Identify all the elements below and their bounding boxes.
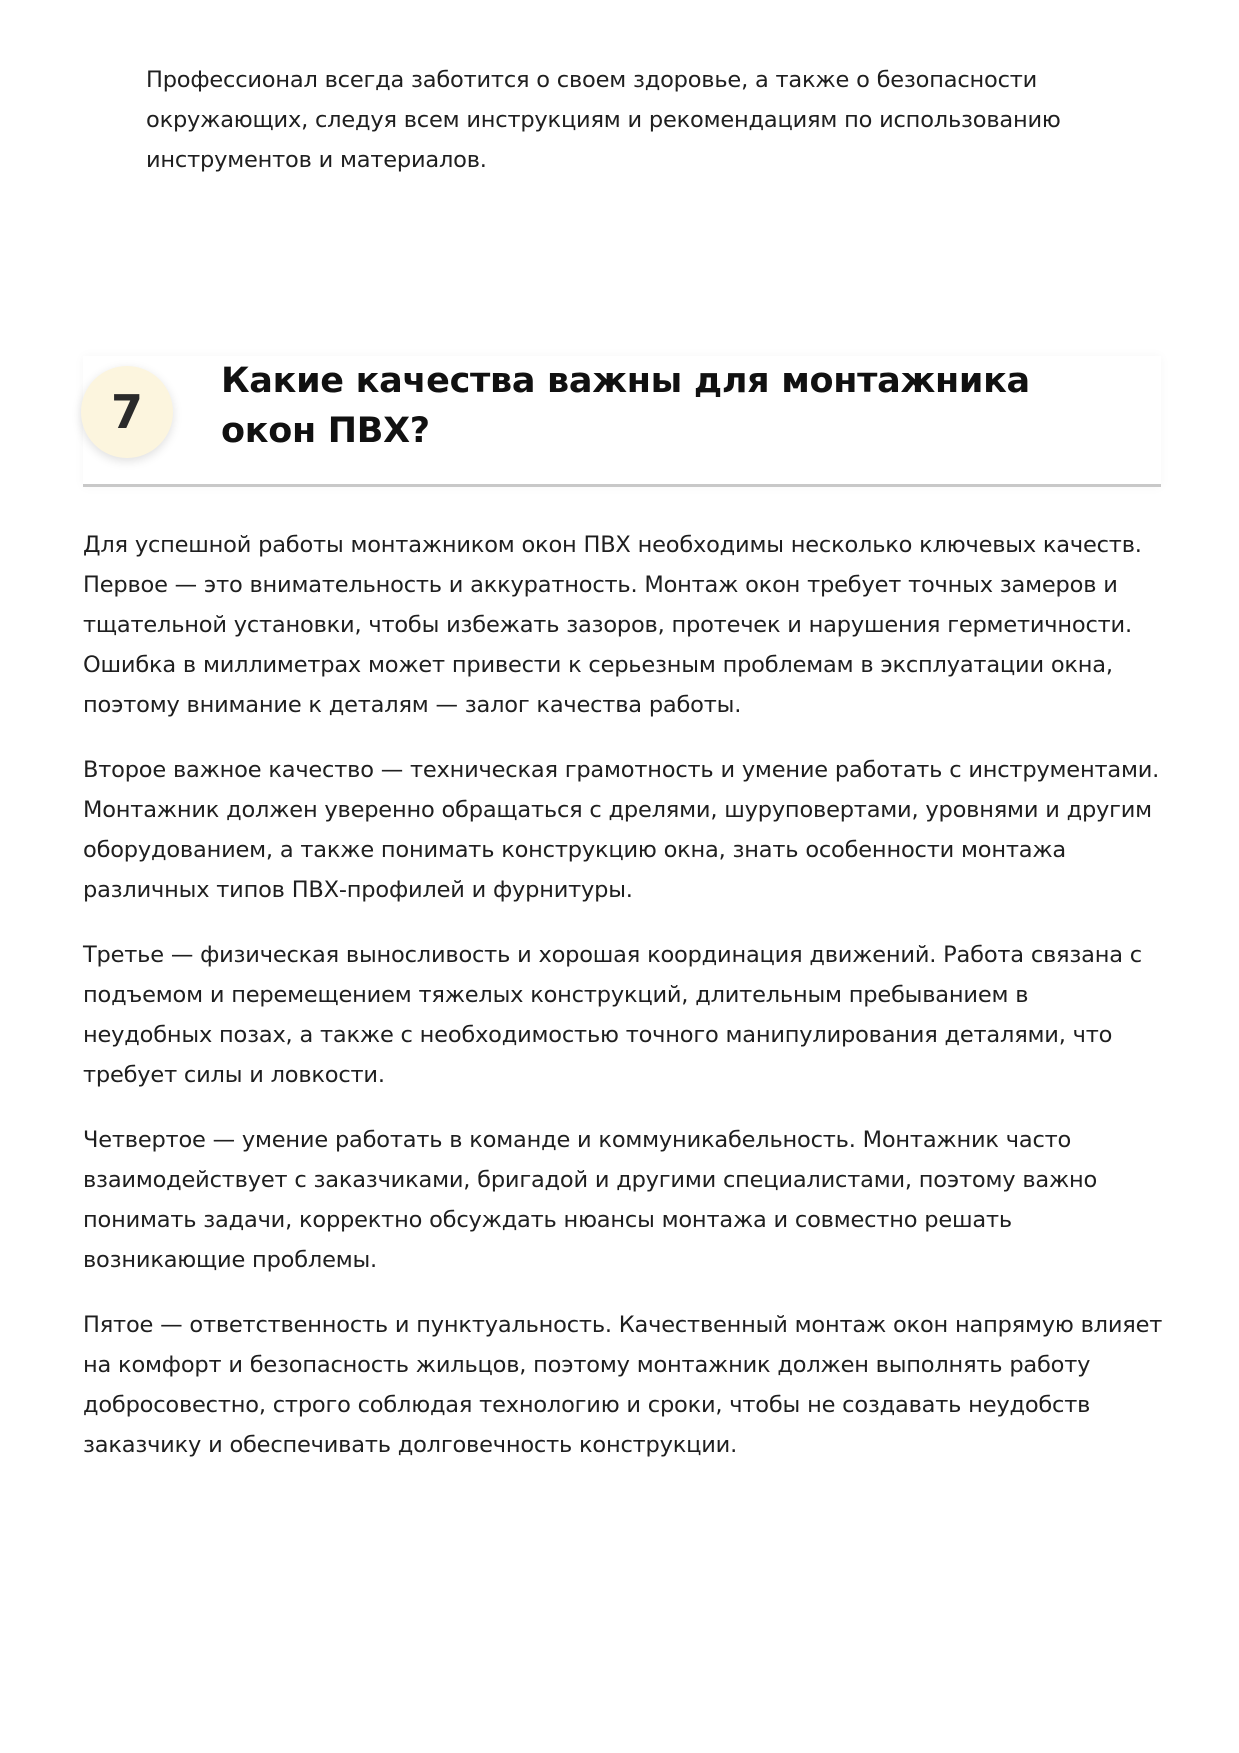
section-number-badge: 7	[81, 366, 173, 458]
body-paragraph-2: Второе важное качество — техническая грамотность и умение работать с инструментами. Монтажник должен уверенно обращаться с дрелями, шуруповертами, уровнями и другим оборудованием, а также понимать конструкцию окна, знать особенности монтажа различных типов ПВХ-профилей и фурнитуры.	[83, 757, 1160, 903]
body-paragraph-5: Пятое — ответственность и пунктуальность. Качественный монтаж окон напрямую влияет на комфорт и безопасность жильцов, поэтому монтажник должен выполнять работу добросовестно, строго соблюдая технологию и сроки, чтобы не создавать неудобств заказчику и обеспечивать долговечность конструкции.	[83, 1312, 1163, 1458]
section-body	[83, 525, 1163, 1490]
body-paragraph-1: Для успешной работы монтажником окон ПВХ необходимы несколько ключевых качеств. Первое — это внимательность и аккуратность. Монтаж окон требует точных замеров и тщательной установки, чтобы избежать зазоров, протечек и нарушения герметичности. Ошибка в миллиметрах может привести к серьезным проблемам в эксплуатации окна, поэтому внимание к деталям — залог качества работы.	[83, 532, 1142, 718]
section-header	[83, 356, 1161, 487]
body-paragraph-3: Третье — физическая выносливость и хорошая координация движений. Работа связана с подъемом и перемещением тяжелых конструкций, длительным пребыванием в неудобных позах, а также с необходимостью точного манипулирования деталями, что требует силы и ловкости.	[83, 942, 1142, 1088]
body-paragraph-4: Четвертое — умение работать в команде и коммуникабельность. Монтажник часто взаимодействует с заказчиками, бригадой и другими специалистами, поэтому важно понимать задачи, корректно обсуждать нюансы монтажа и совместно решать возникающие проблемы.	[83, 1127, 1098, 1273]
intro-paragraph: Профессионал всегда заботится о своем здоровье, а также о безопасности окружающих, следуя всем инструкциям и рекомендациям по использованию инструментов и материалов.	[146, 67, 1061, 173]
section-title: Какие качества важны для монтажника окон ПВХ?	[221, 361, 1030, 451]
